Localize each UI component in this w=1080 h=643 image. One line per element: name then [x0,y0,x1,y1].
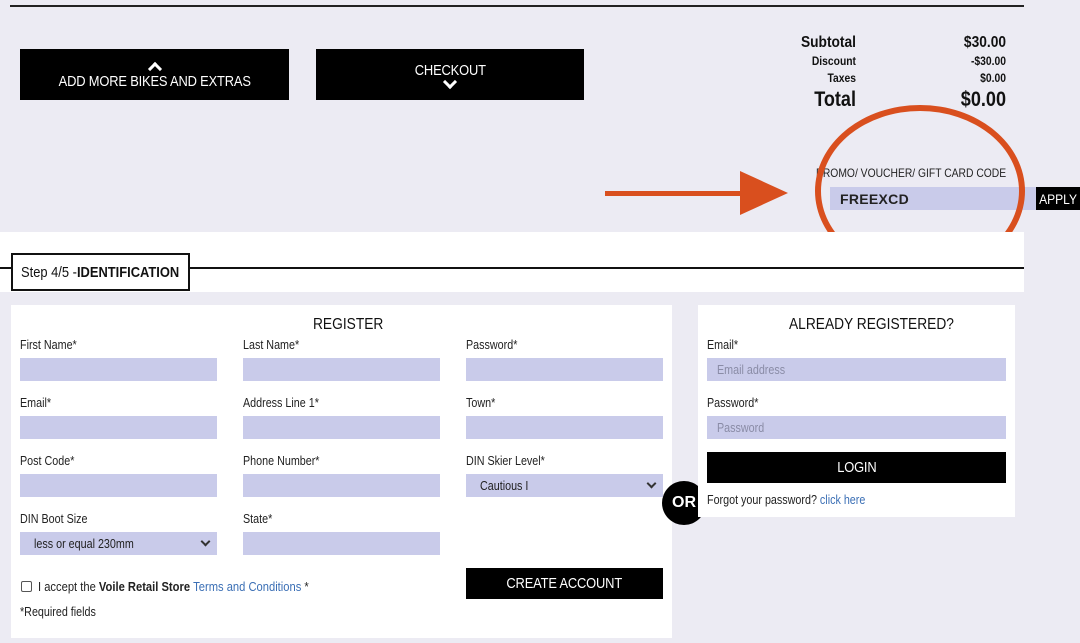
total-label: Total [814,88,856,111]
add-more-button[interactable] [20,49,289,100]
chevron-down-icon [201,537,211,547]
create-account-button[interactable] [466,568,663,599]
terms-checkbox[interactable] [21,581,32,592]
din-level-select[interactable] [466,474,663,497]
forgot-password-text [707,493,865,507]
login-email-field[interactable] [707,358,1006,381]
apply-button[interactable] [1036,187,1080,210]
din-boot-label: DIN Boot Size [20,512,88,526]
order-totals [736,34,1006,114]
apply-label: APPLY [1039,190,1078,207]
annotation-arrow-shaft [605,191,755,196]
checkout-label: CHECKOUT [414,62,486,79]
checkout-button[interactable] [316,49,584,100]
address-line-label: Address Line 1* [243,396,319,410]
last-name-label: Last Name* [243,338,300,352]
register-heading: REGISTER [313,316,384,333]
terms-text [38,579,309,594]
town-label: Town* [466,396,496,410]
step-prefix: Step 4/5 - [21,263,77,281]
last-name-field[interactable] [243,358,440,381]
taxes-label: Taxes [827,71,856,85]
din-level-label: DIN Skier Level* [466,454,545,468]
terms-store: Voile Retail Store [98,579,191,594]
discount-label: Discount [811,54,856,68]
address-line-field[interactable] [243,416,440,439]
phone-field[interactable] [243,474,440,497]
din-level-value: Cautious I [480,478,529,493]
state-field[interactable] [243,532,440,555]
register-password-label: Password* [466,338,518,352]
step-title: IDENTIFICATION [76,263,180,281]
terms-prefix: I accept the [38,579,99,594]
din-boot-select[interactable] [20,532,217,555]
login-heading: ALREADY REGISTERED? [789,316,954,333]
or-badge: OR [662,481,706,525]
post-code-label: Post Code* [20,454,75,468]
register-email-label: Email* [20,396,52,410]
login-password-field[interactable] [707,416,1006,439]
add-more-label: ADD MORE BIKES AND EXTRAS [58,72,251,90]
total-value: $0.00 [960,88,1006,111]
discount-value: -$30.00 [970,54,1006,68]
register-email-field[interactable] [20,416,217,439]
login-email-label: Email* [707,338,739,352]
din-boot-value: less or equal 230mm [34,536,134,551]
login-button[interactable] [707,452,1006,483]
first-name-label: First Name* [20,338,77,352]
login-email-placeholder: Email address [717,362,786,377]
first-name-field[interactable] [20,358,217,381]
top-divider [10,5,1024,7]
taxes-value: $0.00 [980,71,1006,85]
forgot-password-link[interactable]: click here [819,493,866,507]
phone-label: Phone Number* [243,454,320,468]
chevron-down-icon [647,479,657,489]
annotation-arrow-head-icon [740,171,788,215]
login-label: LOGIN [836,459,877,476]
step-header [11,253,190,291]
town-field[interactable] [466,416,663,439]
subtotal-label: Subtotal [800,34,856,51]
login-password-label: Password* [707,396,759,410]
subtotal-value: $30.00 [963,34,1006,51]
required-note: *Required fields [20,605,96,619]
terms-link[interactable]: Terms and Conditions [193,579,302,594]
state-label: State* [243,512,273,526]
create-account-label: CREATE ACCOUNT [506,575,623,592]
promo-label: PROMO/ VOUCHER/ GIFT CARD CODE [815,166,1006,180]
forgot-prefix: Forgot your password? [707,493,820,507]
terms-suffix: * [301,579,309,594]
login-panel [698,305,1015,517]
register-password-field[interactable] [466,358,663,381]
post-code-field[interactable] [20,474,217,497]
login-password-placeholder: Password [717,420,765,435]
